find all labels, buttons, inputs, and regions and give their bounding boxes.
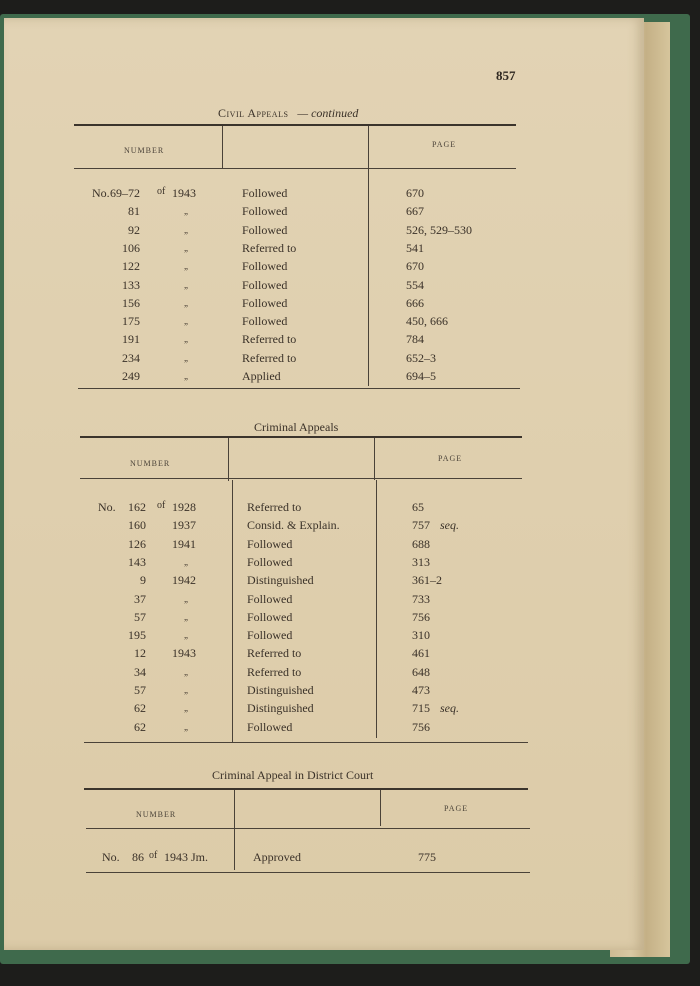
row-number: 62 (134, 719, 146, 734)
row-number: 62 (134, 701, 146, 716)
row-reference: Followed (247, 554, 293, 569)
row-number: 249 (122, 369, 140, 383)
table-row (4, 332, 604, 350)
row-year: 1943 Jm. (164, 850, 209, 864)
table-row (4, 537, 604, 555)
section-title-district-court: Criminal Appeal in District Court (212, 768, 374, 782)
ditto-mark: „ (184, 703, 188, 714)
row-number: 191 (122, 332, 140, 347)
ditto-mark: „ (184, 593, 188, 604)
table-row (4, 204, 604, 222)
row-prefix: No. (98, 500, 116, 514)
section-title-main: Civil Appeals (218, 106, 289, 120)
column-divider (374, 438, 375, 480)
table-row (4, 850, 604, 868)
column-header-number: NUMBER (124, 146, 165, 155)
row-number: 57 (134, 683, 146, 697)
row-reference: Distinguished (247, 573, 314, 588)
row-year: 1942 (172, 573, 196, 588)
row-page: 688 (412, 536, 430, 551)
table-bottom-rule (84, 742, 528, 743)
section-title-civil-appeals (218, 106, 358, 121)
row-prefix: No. (92, 186, 110, 200)
row-year: 1928 (172, 500, 196, 514)
row-number: 122 (122, 259, 140, 274)
table-row (4, 259, 604, 277)
column-header-page: PAGE (432, 140, 457, 149)
row-year: 1941 (172, 536, 196, 551)
row-number: 156 (122, 295, 140, 310)
row-reference: Referred to (247, 664, 302, 679)
row-page: 65 (412, 500, 424, 514)
row-reference: Followed (247, 719, 293, 734)
table-row (4, 369, 604, 387)
row-reference: Applied (242, 369, 281, 383)
header-bottom-rule (74, 168, 516, 169)
book-page (4, 18, 644, 950)
row-page: 667 (406, 204, 424, 219)
ditto-mark: „ (184, 334, 188, 345)
ditto-mark: „ (184, 297, 188, 308)
ditto-mark: „ (184, 666, 188, 677)
row-year: 1943 (172, 186, 196, 200)
table-row (4, 518, 604, 536)
row-number: 133 (122, 277, 140, 292)
row-number: 12 (134, 646, 146, 661)
column-divider (234, 790, 235, 830)
row-number: 86 (132, 850, 144, 864)
header-bottom-rule (86, 828, 530, 829)
row-page: 310 (412, 628, 430, 643)
row-number: 37 (134, 591, 146, 606)
row-reference: Followed (247, 609, 293, 624)
table-row (4, 278, 604, 296)
ditto-mark: „ (184, 630, 188, 641)
row-page: 648 (412, 664, 430, 679)
row-reference: Followed (247, 591, 293, 606)
table-row (4, 628, 604, 646)
table-top-rule (84, 788, 528, 790)
ditto-mark: „ (184, 261, 188, 272)
row-page: 666 (406, 295, 424, 310)
row-number: 69–72 (110, 186, 140, 200)
table-row (4, 701, 604, 719)
row-number: 143 (128, 554, 146, 569)
row-page: 715 (412, 701, 430, 716)
seq-note: seq. (440, 701, 459, 716)
row-number: 162 (128, 500, 146, 514)
of-word: of (157, 500, 166, 511)
row-number: 81 (128, 204, 140, 219)
row-year: 1943 (172, 646, 196, 661)
row-reference: Referred to (242, 332, 297, 347)
row-number: 175 (122, 314, 140, 329)
row-number: 106 (122, 240, 140, 255)
row-page: 784 (406, 332, 424, 347)
table-bottom-rule (78, 388, 520, 389)
ditto-mark: „ (184, 556, 188, 567)
table-bottom-rule (86, 872, 530, 873)
table-row (4, 296, 604, 314)
row-reference: Followed (242, 186, 288, 200)
column-header-page: PAGE (444, 804, 469, 813)
row-reference: Followed (242, 222, 288, 237)
row-page: 313 (412, 554, 430, 569)
row-number: 92 (128, 222, 140, 237)
row-page: 461 (412, 646, 430, 661)
ditto-mark: „ (184, 279, 188, 290)
row-page: 733 (412, 591, 430, 606)
table-row (4, 573, 604, 591)
header-bottom-rule (80, 478, 522, 479)
row-reference: Distinguished (247, 701, 314, 716)
row-number: 57 (134, 609, 146, 624)
row-reference: Referred to (242, 350, 297, 365)
ditto-mark: „ (184, 224, 188, 235)
row-page-cell (412, 518, 459, 533)
column-header-page: PAGE (438, 454, 463, 463)
row-page: 775 (418, 850, 436, 864)
ditto-mark: „ (184, 721, 188, 732)
table-row (4, 646, 604, 664)
seq-note: seq. (440, 518, 459, 533)
row-reference: Followed (247, 628, 293, 643)
row-page: 670 (406, 186, 424, 200)
row-page: 361–2 (412, 573, 442, 588)
row-reference: Followed (247, 536, 293, 551)
ditto-mark: „ (184, 685, 188, 695)
row-page-cell (412, 701, 459, 716)
table-row (4, 720, 604, 738)
row-reference: Followed (242, 204, 288, 219)
table-row (4, 500, 604, 518)
row-reference: Followed (242, 314, 288, 329)
row-reference: Referred to (247, 500, 302, 514)
row-page: 756 (412, 719, 430, 734)
page-number: 857 (496, 68, 516, 83)
row-page: 473 (412, 683, 430, 697)
row-reference: Followed (242, 259, 288, 274)
row-reference: Followed (242, 295, 288, 310)
row-page: 526, 529–530 (406, 222, 472, 237)
ditto-mark: „ (184, 316, 188, 327)
row-page: 541 (406, 240, 424, 255)
column-divider (380, 790, 381, 826)
ditto-mark: „ (184, 242, 188, 253)
table-row (4, 683, 604, 701)
row-reference: Referred to (242, 240, 297, 255)
table-top-rule (80, 436, 522, 438)
column-divider (228, 438, 229, 481)
column-header-number: NUMBER (136, 810, 177, 819)
section-title-continued: — continued (297, 106, 359, 120)
of-word: of (149, 850, 158, 861)
row-number: 160 (128, 518, 146, 533)
table-row (4, 186, 604, 204)
table-row (4, 665, 604, 683)
row-number: 234 (122, 350, 140, 365)
row-reference: Consid. & Explain. (247, 518, 340, 533)
row-reference: Referred to (247, 646, 302, 661)
row-reference: Followed (242, 277, 288, 292)
table-row (4, 351, 604, 369)
table-row (4, 610, 604, 628)
row-prefix: No. (102, 850, 120, 864)
row-reference: Distinguished (247, 683, 314, 697)
table-row (4, 241, 604, 259)
row-number: 126 (128, 536, 146, 551)
row-year: 1937 (172, 518, 196, 533)
row-page: 554 (406, 277, 424, 292)
section-title-criminal-appeals: Criminal Appeals (254, 420, 339, 434)
ditto-mark: „ (184, 206, 188, 217)
row-page: 670 (406, 259, 424, 274)
row-number: 9 (140, 573, 146, 588)
column-divider (222, 126, 223, 169)
row-page: 694–5 (406, 369, 436, 383)
column-header-number: NUMBER (130, 459, 171, 468)
row-number: 34 (134, 664, 146, 679)
row-page: 450, 666 (406, 314, 448, 329)
table-row (4, 555, 604, 573)
ditto-mark: „ (184, 611, 188, 622)
row-page: 652–3 (406, 350, 436, 365)
table-top-rule (74, 124, 516, 126)
ditto-mark: „ (184, 352, 188, 363)
of-word: of (157, 186, 166, 197)
row-page: 757 (412, 518, 430, 533)
row-number: 195 (128, 628, 146, 643)
row-reference: Approved (253, 850, 301, 864)
row-page: 756 (412, 609, 430, 624)
ditto-mark: „ (184, 371, 188, 381)
table-row (4, 314, 604, 332)
table-row (4, 592, 604, 610)
table-row (4, 223, 604, 241)
